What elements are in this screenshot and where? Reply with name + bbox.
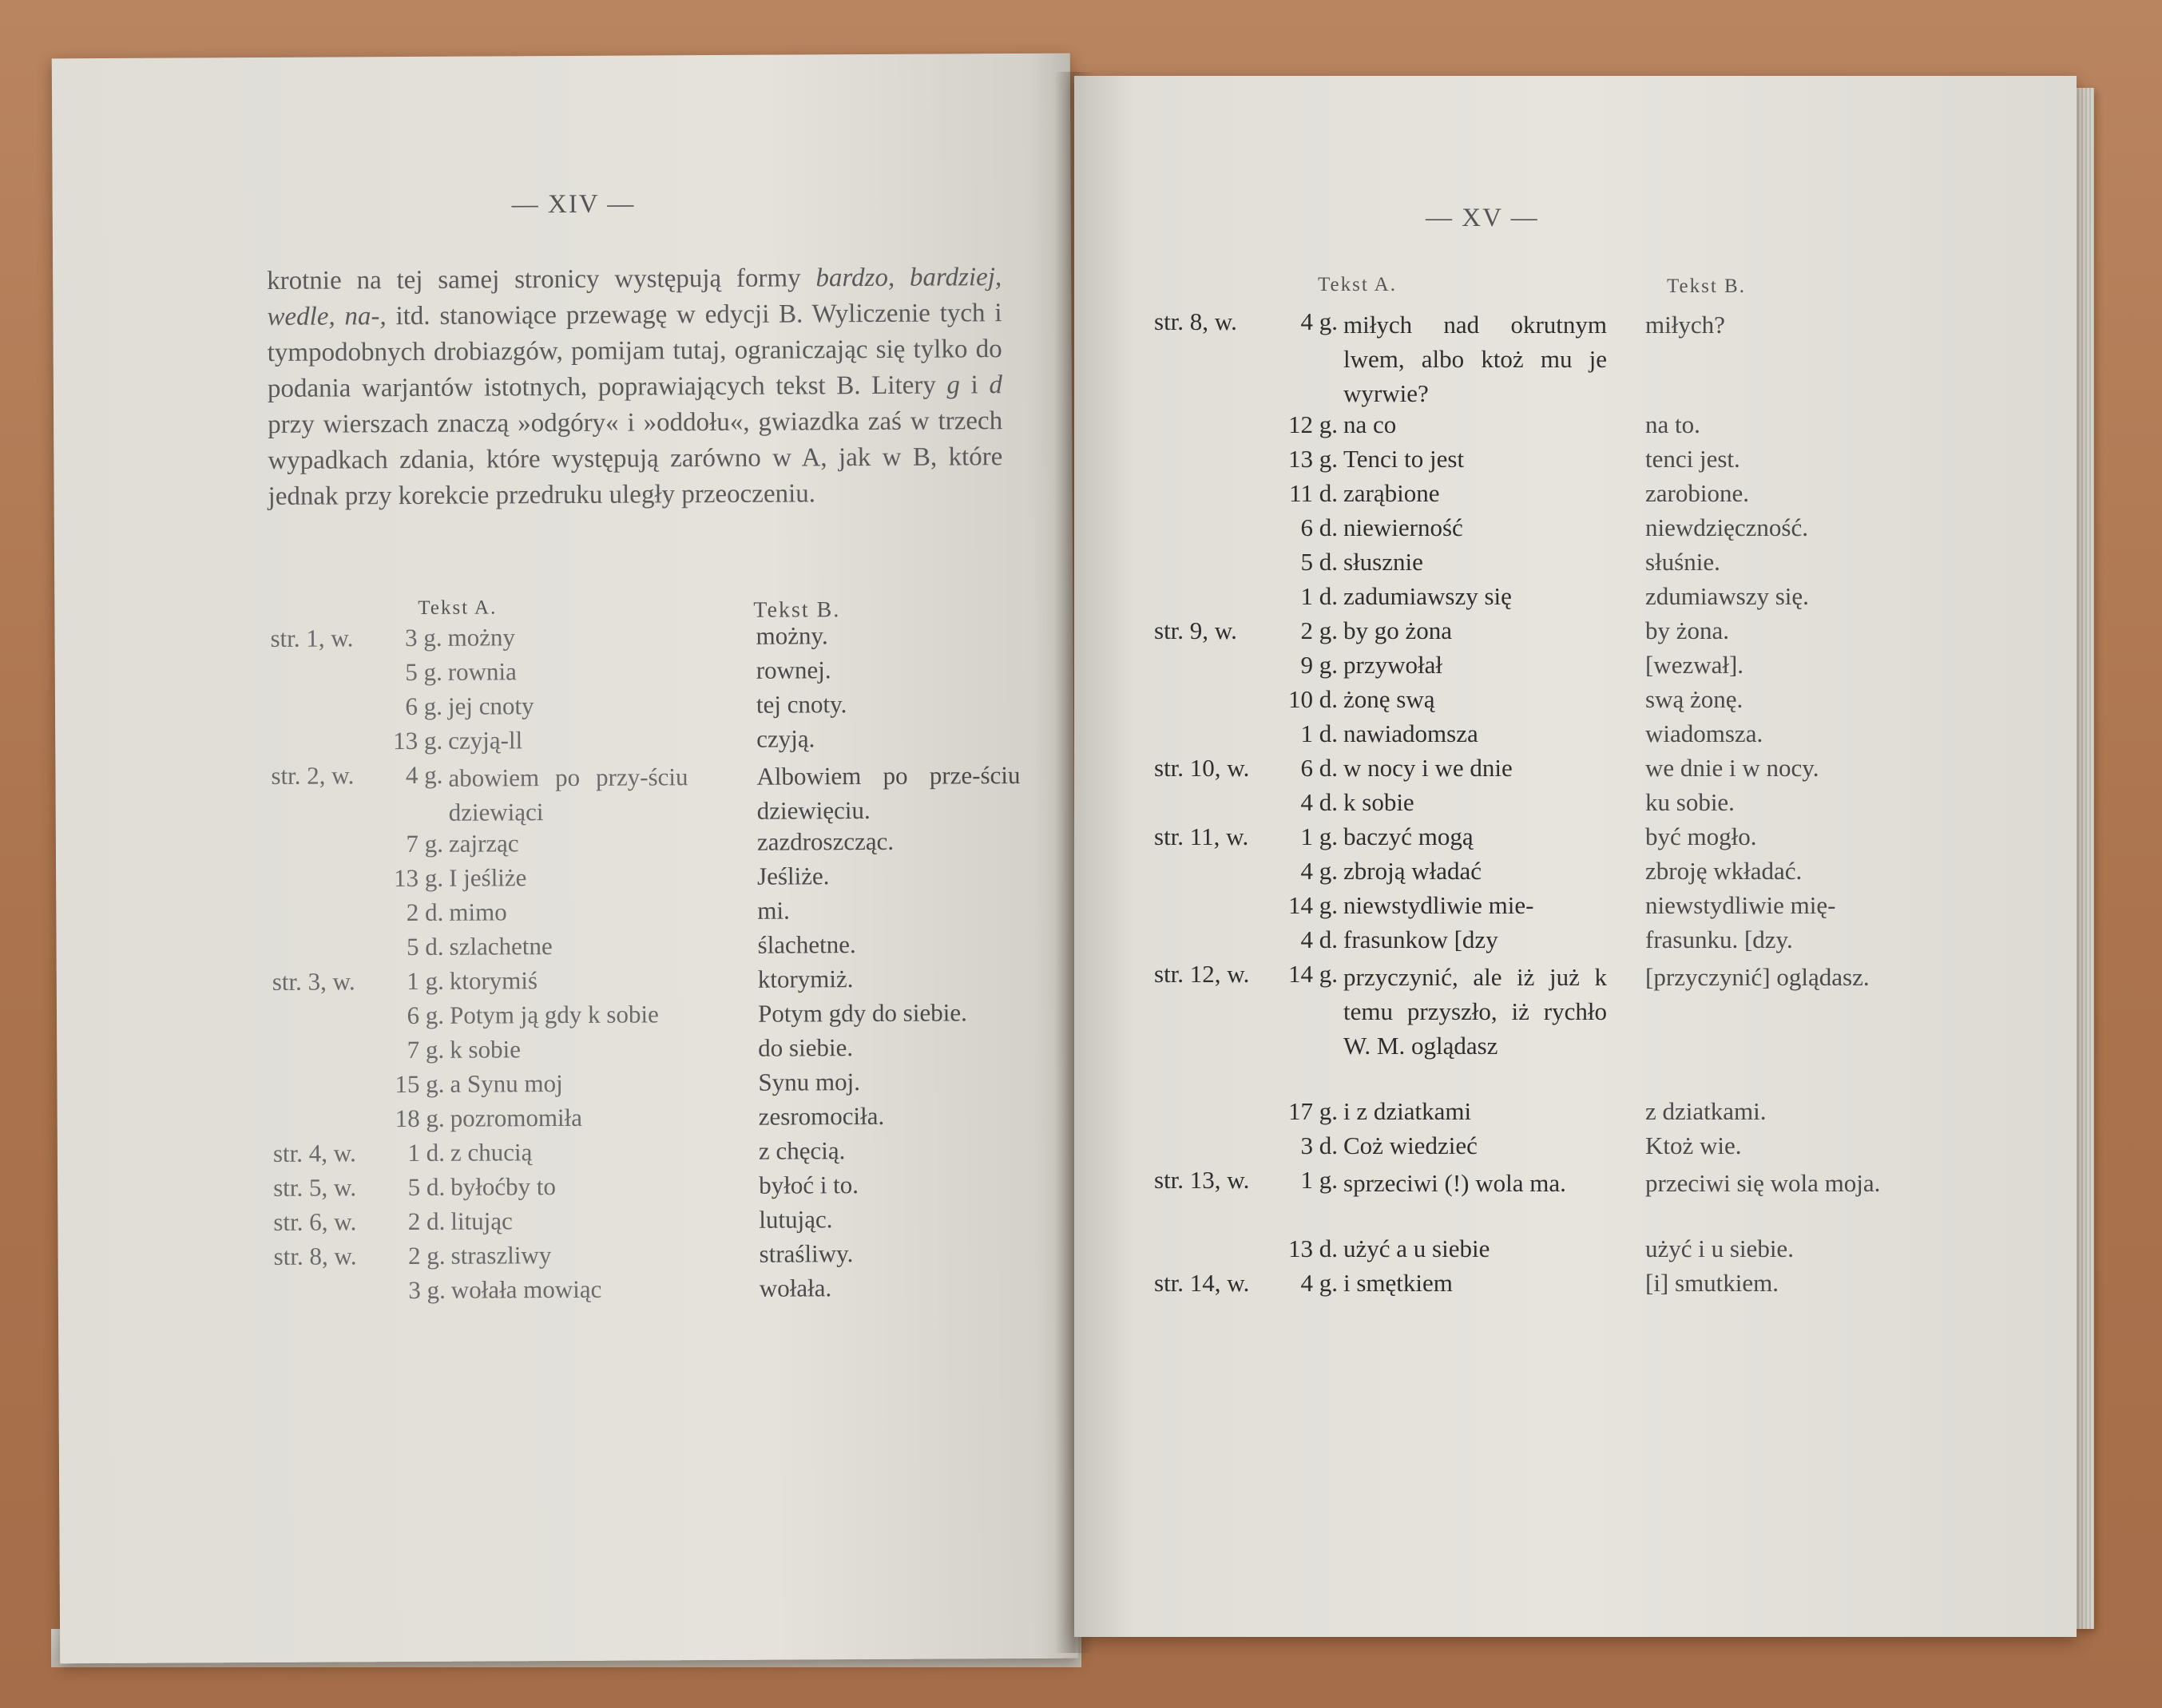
left-running-head: — XIV — (511, 189, 636, 220)
page-ref (271, 692, 367, 693)
table-row (1154, 1097, 2049, 1131)
text-b-reading: niewdzięczność. (1645, 513, 1808, 541)
page-ref: str. 3, w. (272, 967, 355, 996)
table-row (273, 1170, 1032, 1208)
page-ref: str. 14, w. (1154, 1269, 1250, 1297)
line-ref: 11 d. (1289, 479, 1338, 507)
text-b-reading: by żona. (1645, 616, 1730, 644)
text-a-reading: słusznie (1343, 548, 1423, 576)
text-a-reading: zajrząc (448, 829, 519, 858)
line-ref: 14 g. (1288, 891, 1338, 919)
text-b-reading: mi. (757, 896, 790, 925)
table-row (272, 895, 1030, 933)
page-ref: str. 1, w. (270, 624, 354, 652)
text-a-reading: użyć a u siebie (1343, 1234, 1490, 1262)
table-row (1154, 960, 2049, 1097)
text-a-reading: ktorymiś (449, 966, 538, 995)
table-row (1154, 410, 2049, 445)
text-a-reading: na co (1343, 410, 1397, 438)
text-a-reading: frasunkow [dzy (1343, 925, 1498, 953)
line-ref: 4 g. (1300, 857, 1338, 885)
text-b-reading: wołała. (759, 1274, 832, 1302)
line-ref: 13 g. (1288, 445, 1338, 473)
line-ref: 5 d. (1300, 548, 1338, 576)
page-ref: str. 11, w. (1154, 822, 1249, 850)
line-ref: 5 d. (406, 932, 444, 961)
line-ref: 3 g. (404, 623, 442, 652)
line-ref: 9 g. (1300, 651, 1338, 679)
text-b-reading: Ktoż wie. (1645, 1131, 1742, 1159)
text-a-reading: I jeśliże (449, 863, 527, 892)
text-b-reading: Potym gdy do siebie. (757, 998, 967, 1028)
right-page-edges (2075, 88, 2094, 1629)
table-row (1154, 1166, 2049, 1234)
page-ref (274, 1276, 370, 1277)
text-a-reading: litując (450, 1207, 513, 1235)
page-ref: str. 6, w. (273, 1207, 357, 1236)
text-b-reading: [przyczynić] oglądasz. (1645, 963, 1870, 991)
right-col-b-heading: Tekst B. (1667, 275, 1746, 297)
text-b-reading: tenci jest. (1645, 445, 1740, 473)
table-row (272, 929, 1030, 968)
table-row (272, 826, 1030, 865)
text-b-reading: straśliwy. (759, 1239, 854, 1268)
text-a-reading: możny (447, 623, 516, 652)
text-a-reading: i smętkiem (1343, 1269, 1453, 1297)
table-row (271, 689, 1029, 727)
line-ref: 4 d. (1300, 788, 1338, 816)
text-a-reading: zbroją władać (1343, 857, 1482, 885)
table-row (1154, 857, 2049, 891)
text-a-reading: k sobie (1343, 788, 1414, 816)
paragraph-text: krotnie na tej samej stronicy występują formy bardzo, bardziej, wedle, na-, itd. stanowiące przewagę w edycji B. Wyliczenie tych i tympodobnych drobiazgów, pomijam tutaj, ograniczając się tylko do podania warjantów istotnych, poprawiających tekst B. Litery g i d przy wierszach znaczą »odgóry« i »oddołu«, gwiazdka zaś w trzech wypadkach zdania, które występują zarówno w A, jak w B, które jednak przy korekcie przedruku uległy przeoczeniu. (267, 263, 1003, 511)
line-ref: 4 d. (1300, 925, 1338, 953)
table-row (1154, 651, 2049, 685)
text-b-reading: we dnie i w nocy. (1645, 754, 1819, 782)
text-a-reading: straszliwy (450, 1241, 552, 1270)
table-row (270, 620, 1029, 659)
table-row (1154, 582, 2049, 616)
text-a-reading: baczyć mogą (1343, 822, 1474, 850)
table-row (272, 1032, 1031, 1071)
line-ref: 3 g. (408, 1275, 446, 1305)
text-a-reading: przywołał (1343, 651, 1442, 679)
line-ref: 4 g. (1300, 307, 1338, 335)
text-b-reading: do siebie. (758, 1033, 854, 1062)
right-page (1074, 76, 2077, 1637)
text-a-reading: w nocy i we dnie (1343, 754, 1513, 782)
table-row (1154, 1131, 2049, 1166)
text-a-reading: sprzeciwi (!) wola ma. (1343, 1169, 1566, 1197)
table-row (1154, 685, 2049, 719)
line-ref: 15 g. (395, 1069, 445, 1099)
text-b-reading: ślachetne. (757, 930, 856, 959)
line-ref: 5 d. (407, 1172, 446, 1202)
table-row (1154, 891, 2049, 925)
page-ref: str. 5, w. (273, 1173, 357, 1202)
line-ref: 17 g. (1288, 1097, 1338, 1125)
text-b-reading: tej cnoty. (756, 690, 847, 719)
text-a-reading: wołała mowiąc (450, 1274, 602, 1304)
left-col-b-heading: Tekst B. (753, 597, 841, 623)
text-a-reading: pozromomiła (450, 1103, 583, 1132)
text-b-reading: przeciwi się wola moja. (1645, 1169, 1881, 1197)
line-ref: 3 d. (1300, 1131, 1338, 1159)
text-a-reading: szlachetne (449, 932, 553, 961)
text-b-reading: być mogło. (1645, 822, 1757, 850)
table-row (1154, 548, 2049, 582)
left-page (52, 53, 1079, 1664)
table-row (271, 655, 1029, 693)
text-a-reading: Tenci to jest (1343, 445, 1465, 473)
line-ref: 1 d. (407, 1138, 446, 1167)
text-a-reading: rownia (447, 657, 517, 686)
line-ref: 13 g. (393, 726, 443, 755)
text-b-reading: Synu moj. (758, 1068, 861, 1096)
page-ref (272, 1070, 368, 1071)
line-ref: 12 g. (1288, 410, 1338, 438)
page-ref: str. 4, w. (272, 1139, 356, 1167)
text-a-reading: by go żona (1343, 616, 1453, 644)
text-b-reading: miłych? (1645, 311, 1725, 339)
text-a-reading: żonę swą (1343, 685, 1435, 713)
table-row (273, 1101, 1032, 1139)
line-ref: 1 g. (407, 966, 444, 996)
line-ref: 6 d. (1300, 513, 1338, 541)
text-b-reading: Albowiem po prze-ściu dziewięciu. (756, 761, 1021, 825)
line-ref: 2 g. (1300, 616, 1338, 644)
left-intro-paragraph (267, 260, 1003, 515)
text-a-reading: miłych nad okrutnym lwem, albo ktoż mu je wyrwie? (1343, 311, 1607, 407)
page-ref: str. 13, w. (1154, 1166, 1250, 1194)
text-a-reading: jej cnoty (447, 692, 534, 720)
page-ref: str. 8, w. (1154, 307, 1237, 335)
line-ref: 4 g. (1300, 1269, 1338, 1297)
line-ref: 13 g. (394, 863, 444, 893)
text-b-reading: lutując. (759, 1205, 833, 1234)
table-row (272, 964, 1031, 1002)
table-row (272, 861, 1030, 899)
line-ref: 7 g. (407, 1035, 445, 1064)
table-row (1154, 307, 2049, 410)
table-row (1154, 1234, 2049, 1269)
line-ref: 14 g. (1288, 960, 1338, 988)
text-a-reading: przyczynić, ale iż już k temu przyszło, iż rychło W. M. oglądasz (1343, 963, 1607, 1060)
line-ref: 5 g. (405, 657, 442, 687)
table-row (1154, 822, 2049, 857)
text-a-reading: i z dziatkami (1343, 1097, 1472, 1125)
table-row (1154, 719, 2049, 754)
table-row (271, 723, 1029, 762)
text-b-reading: zesromociła. (758, 1101, 885, 1131)
text-a-reading: niewstydliwie mie- (1343, 891, 1534, 919)
right-col-a-heading: Tekst A. (1318, 274, 1397, 295)
line-ref: 2 d. (406, 898, 444, 927)
text-a-reading: k sobie (450, 1035, 522, 1064)
text-b-reading: [wezwał]. (1645, 651, 1744, 679)
text-b-reading: niewstydliwie mię- (1645, 891, 1836, 919)
text-a-reading: niewierność (1343, 513, 1463, 541)
table-row (1154, 925, 2049, 960)
page-ref (271, 658, 367, 659)
page-ref (272, 1001, 368, 1002)
page-ref: str. 12, w. (1154, 960, 1250, 988)
text-b-reading: z dziatkami. (1645, 1097, 1767, 1125)
text-a-reading: zarąbione (1343, 479, 1440, 507)
line-ref: 1 d. (1300, 719, 1338, 747)
table-row (272, 1067, 1031, 1105)
text-a-reading: Coż wiedzieć (1343, 1131, 1478, 1159)
table-row (1154, 788, 2049, 822)
table-row (274, 1238, 1033, 1277)
text-a-reading: czyją-ll (448, 726, 523, 755)
line-ref: 13 d. (1288, 1234, 1338, 1262)
right-running-head: — XV — (1426, 204, 1539, 232)
text-a-reading: mimo (449, 898, 507, 926)
text-b-reading: zbroję wkładać. (1645, 857, 1803, 885)
line-ref: 6 g. (405, 692, 443, 721)
table-row (1154, 1269, 2049, 1303)
table-row (273, 1204, 1032, 1242)
table-row (1154, 445, 2049, 479)
line-ref: 6 d. (1300, 754, 1338, 782)
page-ref (272, 864, 367, 865)
line-ref: 6 g. (407, 1001, 445, 1030)
text-b-reading: zarobione. (1645, 479, 1749, 507)
line-ref: 2 d. (407, 1207, 446, 1236)
table-row (274, 1273, 1033, 1311)
line-ref: 10 d. (1288, 685, 1338, 713)
text-b-reading: wiadomsza. (1645, 719, 1763, 747)
text-b-reading: zdumiawszy się. (1645, 582, 1809, 610)
page-ref: str. 9, w. (1154, 616, 1237, 644)
text-b-reading: słuśnie. (1645, 548, 1720, 576)
text-a-reading: a Synu moj (450, 1069, 563, 1098)
line-ref: 1 g. (1300, 822, 1338, 850)
table-row (1154, 616, 2049, 651)
text-b-reading: frasunku. [dzy. (1645, 925, 1793, 953)
table-row (273, 1135, 1032, 1174)
table-row (1154, 479, 2049, 513)
text-b-reading: ktorymiż. (757, 965, 854, 993)
text-a-reading: byłoćby to (450, 1172, 556, 1201)
text-b-reading: rownej. (756, 656, 831, 684)
text-b-reading: zazdroszcząc. (756, 826, 895, 856)
text-a-reading: Potym ją gdy k sobie (449, 1000, 659, 1029)
page-ref: str. 10, w. (1154, 754, 1250, 782)
line-ref: 18 g. (395, 1104, 445, 1133)
page-ref: str. 8, w. (273, 1242, 357, 1270)
line-ref: 7 g. (406, 829, 443, 858)
text-a-reading: abowiem po przy-ściu dziewiąci (448, 763, 688, 826)
line-ref: 1 g. (1300, 1166, 1338, 1194)
text-b-reading: możny. (756, 621, 828, 650)
line-ref: 4 g. (405, 760, 443, 790)
left-variants-table (270, 620, 1029, 1305)
page-ref (272, 898, 367, 899)
line-ref: 2 g. (408, 1241, 446, 1270)
left-col-a-heading: Tekst A. (418, 596, 498, 619)
text-b-reading: z chęcią. (758, 1136, 846, 1165)
text-a-reading: z chucią (450, 1138, 533, 1167)
text-a-reading: zadumiawszy się (1343, 582, 1512, 610)
page-ref: str. 2, w. (271, 761, 355, 790)
table-row (1154, 513, 2049, 548)
text-b-reading: czyją. (756, 724, 815, 753)
text-b-reading: [i] smutkiem. (1645, 1269, 1779, 1297)
table-row (271, 758, 1029, 830)
text-b-reading: na to. (1645, 410, 1700, 438)
table-row (1154, 754, 2049, 788)
text-b-reading: swą żonę. (1645, 685, 1743, 713)
text-b-reading: Jeśliże. (757, 862, 830, 890)
text-b-reading: użyć i u siebie. (1645, 1234, 1794, 1262)
line-ref: 1 d. (1300, 582, 1338, 610)
text-b-reading: ku sobie. (1645, 788, 1735, 816)
table-row (272, 998, 1031, 1036)
text-a-reading: nawiadomsza (1343, 719, 1478, 747)
text-b-reading: byłoć i to. (759, 1171, 859, 1199)
page-ref (273, 1104, 369, 1105)
